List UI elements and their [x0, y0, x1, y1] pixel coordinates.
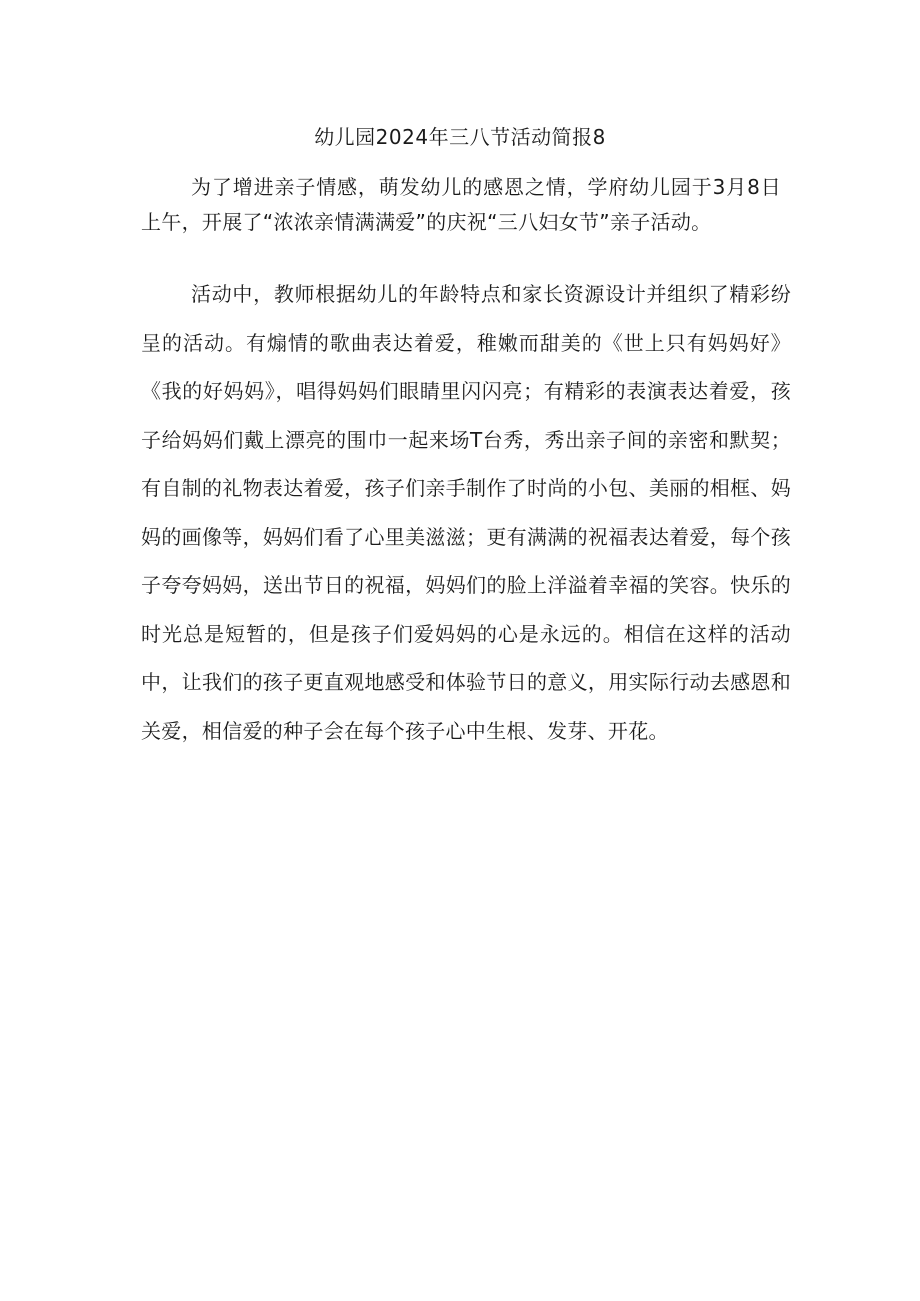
paragraph-activity: 活动中，教师根据幼儿的年龄特点和家长资源设计并组织了精彩纷呈的活动。有煽情的歌曲表达着爱，稚嫩而甜美的《世上只有妈妈好》《我的好妈妈》，唱得妈妈们眼睛里闪闪亮；有精彩的表演表达着爱，孩子给妈妈们戴上漂亮的围巾一起来场T台秀，秀出亲子间的亲密和默契；有自制的礼物表达着爱，孩子们亲手制作了时尚的小包、美丽的相框、妈妈的画像等，妈妈们看了心里美滋滋；更有满满的祝福表达着爱，每个孩子夸夸妈妈，送出节日的祝福，妈妈们的脸上洋溢着幸福的笑容。快乐的时光总是短暂的，但是孩子们爱妈妈的心是永远的。相信在这样的活动中，让我们的孩子更直观地感受和体验节日的意义，用实际行动去感恩和关爱，相信爱的种子会在每个孩子心中生根、发芽、开花。 [141, 282, 791, 743]
document-title: 幼儿园2024年三八节活动简报8 [314, 125, 606, 149]
paragraph-intro: 为了增进亲子情感，萌发幼儿的感恩之情，学府幼儿园于3月8日上午，开展了“浓浓亲情满满爱”的庆祝“三八妇女节”亲子活动。 [141, 175, 781, 234]
